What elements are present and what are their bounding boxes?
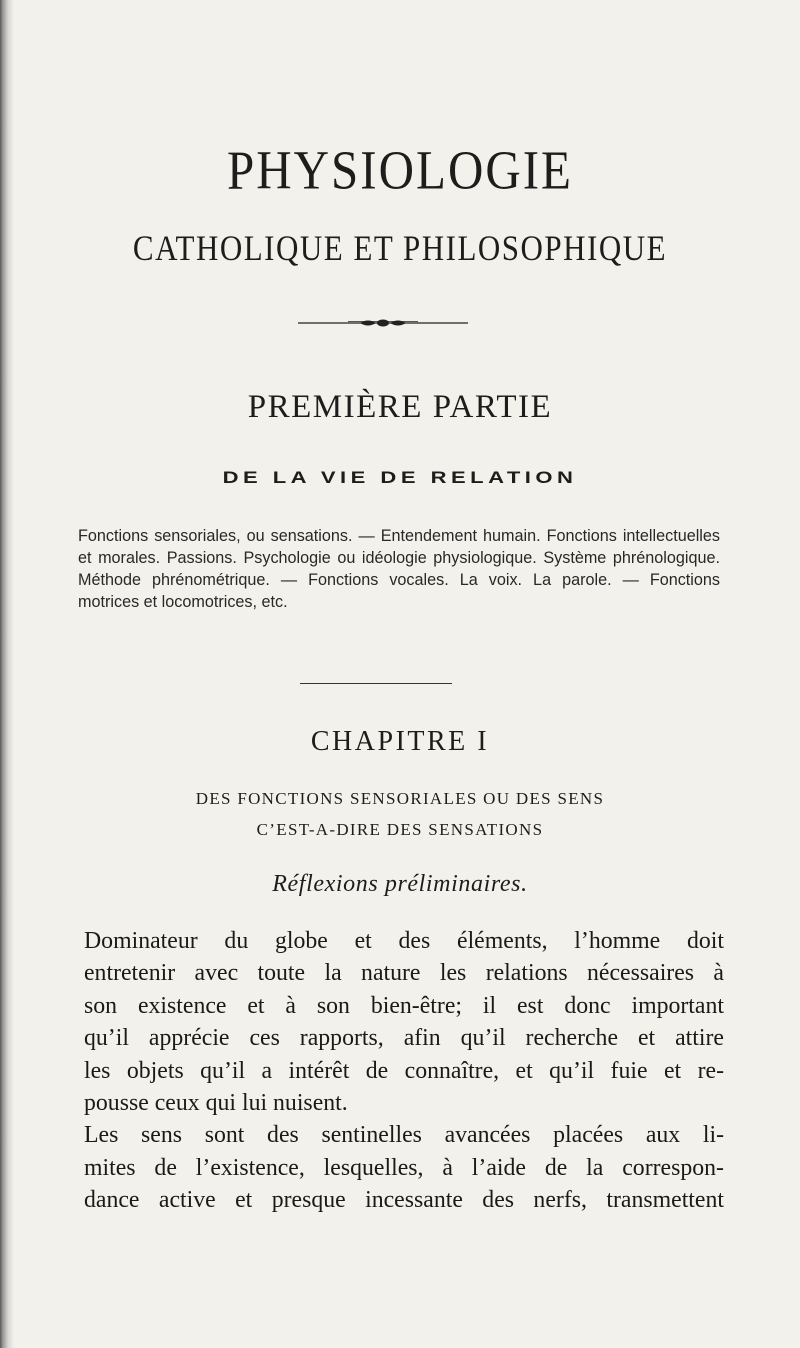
body-line: entretenir avec toute la nature les relations nécessaires à [84,960,724,987]
body-line: son existence et à son bien-être; il est donc important [84,992,724,1019]
chapter-subtitle-line-1: DES FONCTIONS SENSORIALES OU DES SENS [195,789,605,808]
body-line: dance active et presque incessante des nerfs, transmettent [84,1187,724,1214]
part-summary: Fonctions sensoriales, ou sensations. — Entendement humain. Fonctions intellectuelles et morales. Passions. Psychologie ou idéologie physiologique. Système phrénologique. Méthode phrénométrique. — Fonctions vocales. La voix. La parole. — Fonctions motrices et locomotrices, etc. [78,527,720,611]
body-line: Dominateur du globe et des éléments, l’homme doit [84,928,724,954]
body-line: les objets qu’il a intérêt de connaître, et qu’il fuie et re- [84,1057,724,1084]
part-title: PREMIÈRE PARTIE [247,389,553,425]
section-heading: Réflexions préliminaires. [272,871,528,897]
book-subtitle: CATHOLIQUE ET PHILOSOPHIQUE [132,228,668,269]
chapter-subtitle-line-2: C’EST-A-DIRE DES SENSATIONS [256,820,544,839]
body-line: qu’il apprécie ces rapports, afin qu’il recherche et attire [84,1025,724,1052]
body-line: mites de l’existence, lesquelles, à l’aide de la correspon- [84,1154,724,1181]
body-text [84,925,724,1217]
body-line: Les sens sont des sentinelles avancées placées aux li- [84,1122,724,1149]
chapter-title: CHAPITRE I [310,726,490,757]
binding-edge [0,0,14,1348]
body-line: pousse ceux qui lui nuisent. [84,1090,348,1117]
ornamental-divider [298,318,468,328]
part-subtitle: DE LA VIE DE RELATION [222,468,578,487]
section-rule [300,683,452,684]
book-title: PHYSIOLOGIE [227,139,573,201]
